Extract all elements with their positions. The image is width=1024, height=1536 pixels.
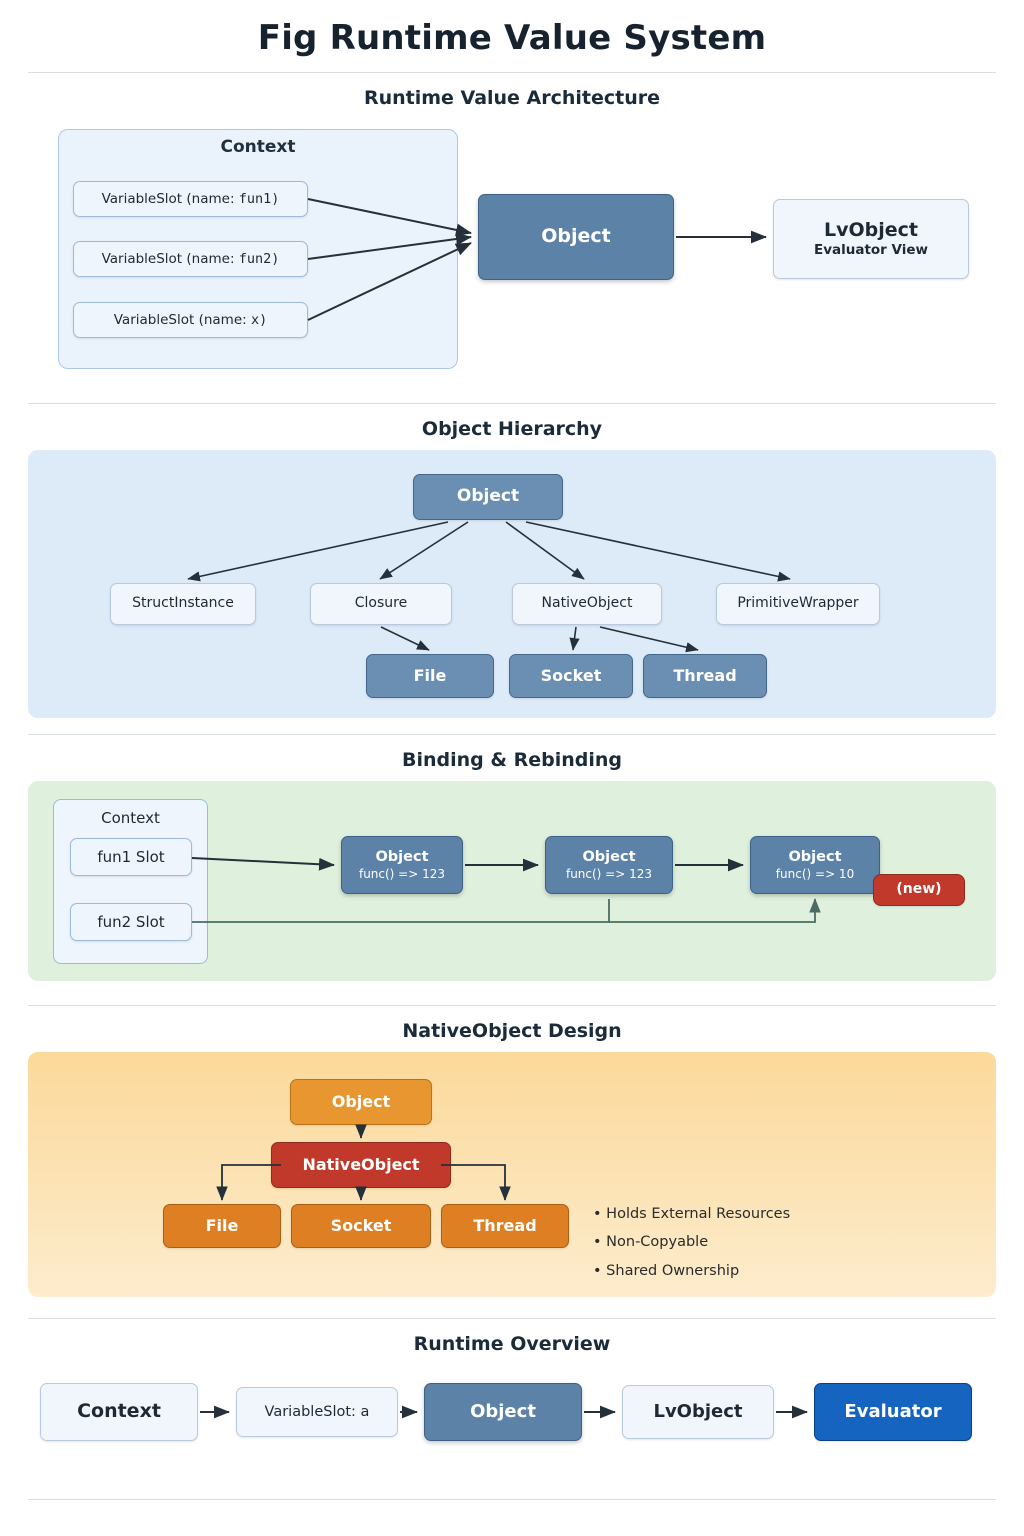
section-title-binding: Binding & Rebinding xyxy=(402,749,622,771)
overview-evaluator[interactable]: Evaluator xyxy=(814,1383,972,1441)
native-root-object[interactable]: Object xyxy=(290,1079,432,1125)
context-label: Context xyxy=(220,137,296,157)
section-title-overview: Runtime Overview xyxy=(413,1333,611,1355)
section-hierarchy xyxy=(28,450,996,720)
binding-object-3-title: Object xyxy=(788,849,842,866)
binding-new-badge: (new) xyxy=(873,874,965,906)
node-thread[interactable]: Thread xyxy=(643,654,767,698)
section-architecture xyxy=(28,119,996,389)
arrows-architecture xyxy=(28,119,996,389)
lvobject-subtitle: Evaluator View xyxy=(813,242,929,259)
native-thread[interactable]: Thread xyxy=(441,1204,569,1248)
section-title-hierarchy: Object Hierarchy xyxy=(421,418,603,440)
section-title-architecture: Runtime Value Architecture xyxy=(363,87,661,109)
binding-object-3-detail: func() => 10 xyxy=(775,866,855,881)
node-primitivewrapper[interactable]: PrimitiveWrapper xyxy=(716,583,880,625)
hierarchy-root-object[interactable]: Object xyxy=(413,474,563,520)
divider-2 xyxy=(28,734,996,735)
binding-object-2-title: Object xyxy=(582,849,636,866)
overview-variableslot[interactable]: VariableSlot: a xyxy=(236,1387,398,1437)
divider-4 xyxy=(28,1318,996,1319)
native-bullet-2: • Shared Ownership xyxy=(593,1257,790,1285)
lvobject-title: LvObject xyxy=(824,218,918,241)
node-file[interactable]: File xyxy=(366,654,494,698)
binding-object-2-detail: func() => 123 xyxy=(565,866,653,881)
node-nativeobject[interactable]: NativeObject xyxy=(512,583,662,625)
native-file[interactable]: File xyxy=(163,1204,281,1248)
variable-slot-fun2-label: VariableSlot (name: fun2) xyxy=(101,250,280,267)
native-socket[interactable]: Socket xyxy=(291,1204,431,1248)
arrows-native xyxy=(28,1052,996,1304)
divider-bottom xyxy=(28,1499,996,1500)
arrows-binding xyxy=(28,781,996,991)
arrows-hierarchy xyxy=(28,450,996,720)
binding-context-label: Context xyxy=(101,809,160,827)
node-socket[interactable]: Socket xyxy=(509,654,633,698)
binding-object-1-detail: func() => 123 xyxy=(358,866,446,881)
section-overview xyxy=(28,1365,996,1485)
variable-slot-x-label: VariableSlot (name: x) xyxy=(113,311,268,328)
overview-context[interactable]: Context xyxy=(40,1383,198,1441)
native-bullet-1: • Non-Copyable xyxy=(593,1228,790,1256)
node-structinstance[interactable]: StructInstance xyxy=(110,583,256,625)
native-bullet-0: • Holds External Resources xyxy=(593,1200,790,1228)
variable-slot-fun1-label: VariableSlot (name: fun1) xyxy=(101,190,280,207)
page-title: Fig Runtime Value System xyxy=(257,18,767,58)
divider-top xyxy=(28,72,996,73)
object-box[interactable]: Object xyxy=(478,194,674,280)
section-title-native: NativeObject Design xyxy=(402,1020,622,1042)
section-binding xyxy=(28,781,996,991)
divider-1 xyxy=(28,403,996,404)
divider-3 xyxy=(28,1005,996,1006)
overview-object[interactable]: Object xyxy=(424,1383,582,1441)
section-native xyxy=(28,1052,996,1304)
node-closure[interactable]: Closure xyxy=(310,583,452,625)
arrows-overview xyxy=(28,1365,996,1485)
binding-object-1-title: Object xyxy=(375,849,429,866)
binding-slot-fun2[interactable]: fun2 Slot xyxy=(70,903,192,941)
binding-slot-fun1[interactable]: fun1 Slot xyxy=(70,838,192,876)
native-nativeobject[interactable]: NativeObject xyxy=(271,1142,451,1188)
overview-lvobject[interactable]: LvObject xyxy=(622,1385,774,1439)
